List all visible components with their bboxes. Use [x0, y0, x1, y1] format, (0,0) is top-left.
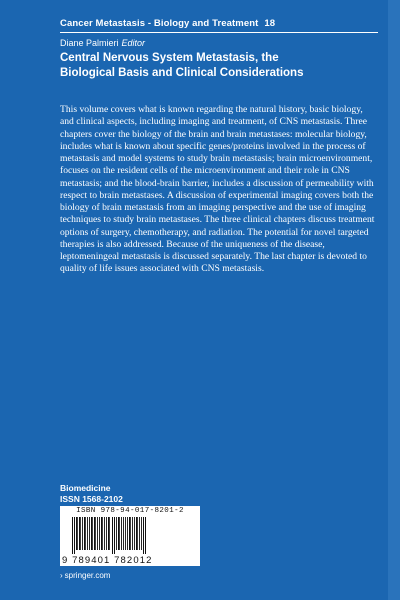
- editor-name: Diane Palmieri: [60, 38, 119, 48]
- series-volume: 18: [264, 18, 276, 29]
- publisher-url: springer.com: [64, 571, 111, 580]
- isbn-barcode: [60, 506, 200, 566]
- editor-role: Editor: [121, 38, 146, 48]
- description-text: This volume covers what is known regarding the natural history, basic biology, and clinical aspects, including imaging and treatment, of CNS metastasis. Three chapters cover the biology of the brain and brain metastases: molecular biology, includes what is known about specific genes/proteins involved in the process of metastasis and model systems to study brain metastasis; brain microenvironment, focuses on the resident cells of the microenvironment and their role in CNS metastasis; and the blood-brain barrier, includes a discussion of permeability with respect to brain metastases. A discussion of experimental imaging covers both the biology of brain metastasis from an imaging perspective and the use of imaging techniques to study brain metastases. The three clinical chapters discuss treatment options of surgery, chemotherapy, and radiation. The potential for novel targeted therapies is also addressed. Because of the uniqueness of the disease, leptomeningeal metastasis is discussed separately. The last chapter is devoted to quality of life issues associated with CNS metastasis.: [60, 104, 375, 275]
- book-title-line-2: Biological Basis and Clinical Considerations: [60, 67, 304, 79]
- book-title-line-1: Central Nervous System Metastasis, the: [60, 52, 279, 64]
- series-header: [60, 18, 360, 29]
- editor-line: [60, 38, 145, 48]
- ean-digits: 9 789401 782012: [62, 555, 153, 566]
- barcode-bars: [72, 517, 190, 554]
- subject-category: Biomedicine: [60, 483, 111, 493]
- book-title: [60, 51, 375, 81]
- spine-edge: [388, 0, 400, 600]
- isbn-text: ISBN 978-94-017-8201-2: [76, 507, 184, 515]
- header-rule: [60, 32, 378, 33]
- series-issn: ISSN 1568-2102: [60, 494, 123, 504]
- publisher-link[interactable]: [60, 571, 110, 580]
- subject-info: [60, 483, 123, 505]
- series-title: Cancer Metastasis - Biology and Treatment: [60, 18, 259, 29]
- arrow-icon: ›: [60, 571, 63, 580]
